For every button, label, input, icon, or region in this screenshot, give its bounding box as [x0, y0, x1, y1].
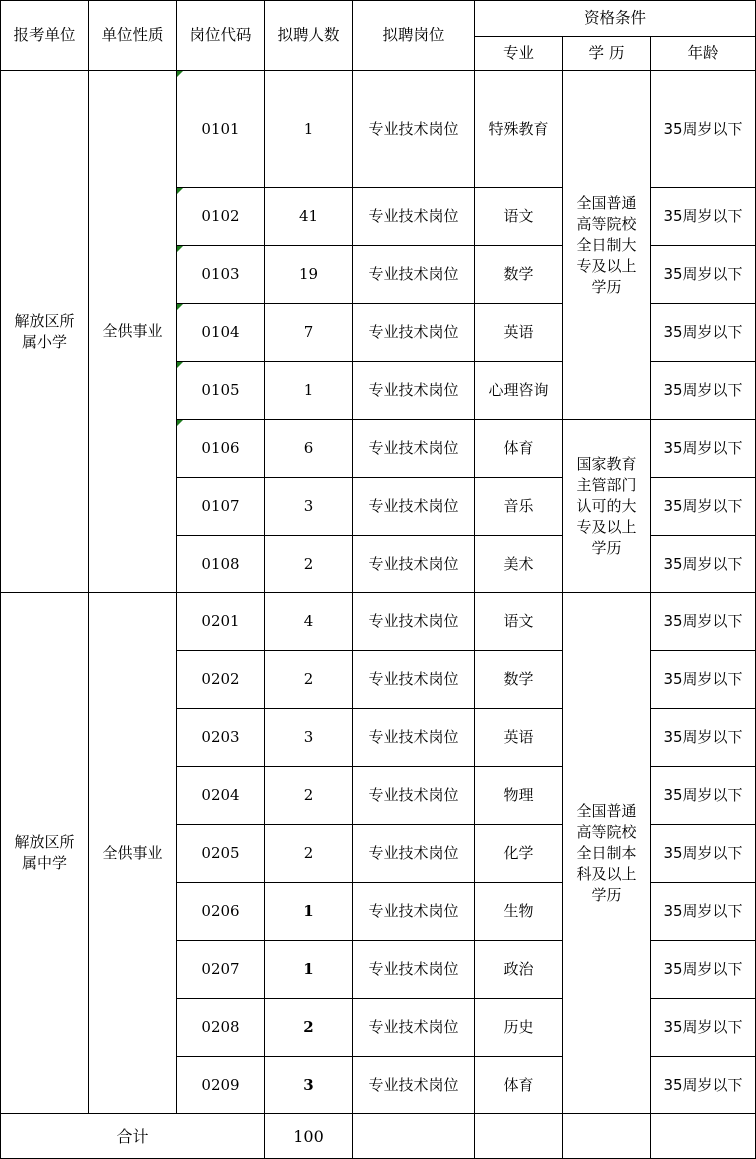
- empty-cell: [475, 1114, 563, 1159]
- age-cell: 35周岁以下: [651, 709, 756, 767]
- position-cell: 专业技术岗位: [353, 188, 475, 246]
- count-cell: 1: [265, 362, 353, 420]
- age-cell: 35周岁以下: [651, 767, 756, 825]
- position-cell: 专业技术岗位: [353, 420, 475, 478]
- header-education: 学 历: [563, 37, 651, 71]
- age-cell: 35周岁以下: [651, 478, 756, 536]
- code-cell: 0208: [177, 999, 265, 1057]
- code-cell: 0107: [177, 478, 265, 536]
- major-cell: 英语: [475, 709, 563, 767]
- empty-cell: [353, 1114, 475, 1159]
- age-cell: 35周岁以下: [651, 536, 756, 593]
- position-cell: 专业技术岗位: [353, 478, 475, 536]
- position-cell: 专业技术岗位: [353, 999, 475, 1057]
- position-cell: 专业技术岗位: [353, 362, 475, 420]
- code-cell: 0205: [177, 825, 265, 883]
- code-cell: 0104: [177, 304, 265, 362]
- count-cell: 3: [265, 709, 353, 767]
- age-cell: 35周岁以下: [651, 246, 756, 304]
- header-unit: 报考单位: [1, 1, 89, 71]
- code-cell: 0106: [177, 420, 265, 478]
- position-cell: 专业技术岗位: [353, 709, 475, 767]
- code-cell: 0209: [177, 1057, 265, 1114]
- count-cell: 2: [265, 651, 353, 709]
- header-position: 拟聘岗位: [353, 1, 475, 71]
- comment-marker-icon: [177, 304, 183, 310]
- code-cell: 0201: [177, 593, 265, 651]
- comment-marker-icon: [177, 246, 183, 252]
- age-cell: 35周岁以下: [651, 1057, 756, 1114]
- count-cell: 1: [265, 883, 353, 941]
- age-cell: 35周岁以下: [651, 71, 756, 188]
- position-cell: 专业技术岗位: [353, 883, 475, 941]
- count-cell: 1: [265, 71, 353, 188]
- count-cell: 3: [265, 1057, 353, 1114]
- position-cell: 专业技术岗位: [353, 825, 475, 883]
- major-cell: 生物: [475, 883, 563, 941]
- unit-cell: 解放区所属中学: [1, 593, 89, 1114]
- count-cell: 6: [265, 420, 353, 478]
- position-cell: 专业技术岗位: [353, 536, 475, 593]
- header-qualifications: 资格条件: [475, 1, 756, 37]
- code-cell: 0206: [177, 883, 265, 941]
- count-cell: 2: [265, 825, 353, 883]
- comment-marker-icon: [177, 420, 183, 426]
- age-cell: 35周岁以下: [651, 825, 756, 883]
- header-major: 专业: [475, 37, 563, 71]
- total-label: 合计: [1, 1114, 265, 1159]
- code-cell: 0204: [177, 767, 265, 825]
- count-cell: 7: [265, 304, 353, 362]
- unit-cell: 解放区所属小学: [1, 71, 89, 593]
- position-cell: 专业技术岗位: [353, 941, 475, 999]
- major-cell: 历史: [475, 999, 563, 1057]
- comment-marker-icon: [177, 362, 183, 368]
- code-cell: 0105: [177, 362, 265, 420]
- code-cell: 0202: [177, 651, 265, 709]
- major-cell: 音乐: [475, 478, 563, 536]
- count-cell: 1: [265, 941, 353, 999]
- major-cell: 特殊教育: [475, 71, 563, 188]
- position-cell: 专业技术岗位: [353, 304, 475, 362]
- header-code: 岗位代码: [177, 1, 265, 71]
- count-cell: 2: [265, 767, 353, 825]
- nature-cell: 全供事业: [89, 593, 177, 1114]
- age-cell: 35周岁以下: [651, 593, 756, 651]
- age-cell: 35周岁以下: [651, 362, 756, 420]
- education-cell: 全国普通高等院校全日制大专及以上学历: [563, 71, 651, 420]
- table-row: [1, 593, 756, 651]
- major-cell: 数学: [475, 246, 563, 304]
- major-cell: 体育: [475, 420, 563, 478]
- comment-marker-icon: [177, 188, 183, 194]
- education-cell: 全国普通高等院校全日制本科及以上学历: [563, 593, 651, 1114]
- major-cell: 心理咨询: [475, 362, 563, 420]
- age-cell: 35周岁以下: [651, 999, 756, 1057]
- code-cell: 0207: [177, 941, 265, 999]
- count-cell: 4: [265, 593, 353, 651]
- nature-cell: 全供事业: [89, 71, 177, 593]
- code-cell: 0103: [177, 246, 265, 304]
- count-cell: 2: [265, 999, 353, 1057]
- major-cell: 化学: [475, 825, 563, 883]
- age-cell: 35周岁以下: [651, 651, 756, 709]
- position-cell: 专业技术岗位: [353, 593, 475, 651]
- count-cell: 2: [265, 536, 353, 593]
- education-cell: 国家教育主管部门认可的大专及以上学历: [563, 420, 651, 593]
- empty-cell: [651, 1114, 756, 1159]
- major-cell: 政治: [475, 941, 563, 999]
- age-cell: 35周岁以下: [651, 420, 756, 478]
- major-cell: 美术: [475, 536, 563, 593]
- age-cell: 35周岁以下: [651, 188, 756, 246]
- header-age: 年龄: [651, 37, 756, 71]
- major-cell: 物理: [475, 767, 563, 825]
- total-value: 100: [265, 1114, 353, 1159]
- major-cell: 语文: [475, 188, 563, 246]
- age-cell: 35周岁以下: [651, 941, 756, 999]
- table-row: [1, 71, 756, 188]
- major-cell: 数学: [475, 651, 563, 709]
- header-count: 拟聘人数: [265, 1, 353, 71]
- major-cell: 语文: [475, 593, 563, 651]
- code-cell: 0108: [177, 536, 265, 593]
- major-cell: 英语: [475, 304, 563, 362]
- position-cell: 专业技术岗位: [353, 767, 475, 825]
- position-cell: 专业技术岗位: [353, 651, 475, 709]
- age-cell: 35周岁以下: [651, 304, 756, 362]
- comment-marker-icon: [177, 71, 183, 77]
- position-cell: 专业技术岗位: [353, 246, 475, 304]
- count-cell: 19: [265, 246, 353, 304]
- total-row: [1, 1114, 756, 1159]
- position-cell: 专业技术岗位: [353, 1057, 475, 1114]
- code-cell: 0102: [177, 188, 265, 246]
- header-nature: 单位性质: [89, 1, 177, 71]
- code-cell: 0203: [177, 709, 265, 767]
- position-cell: 专业技术岗位: [353, 71, 475, 188]
- age-cell: 35周岁以下: [651, 883, 756, 941]
- empty-cell: [563, 1114, 651, 1159]
- major-cell: 体育: [475, 1057, 563, 1114]
- count-cell: 41: [265, 188, 353, 246]
- count-cell: 3: [265, 478, 353, 536]
- code-cell: 0101: [177, 71, 265, 188]
